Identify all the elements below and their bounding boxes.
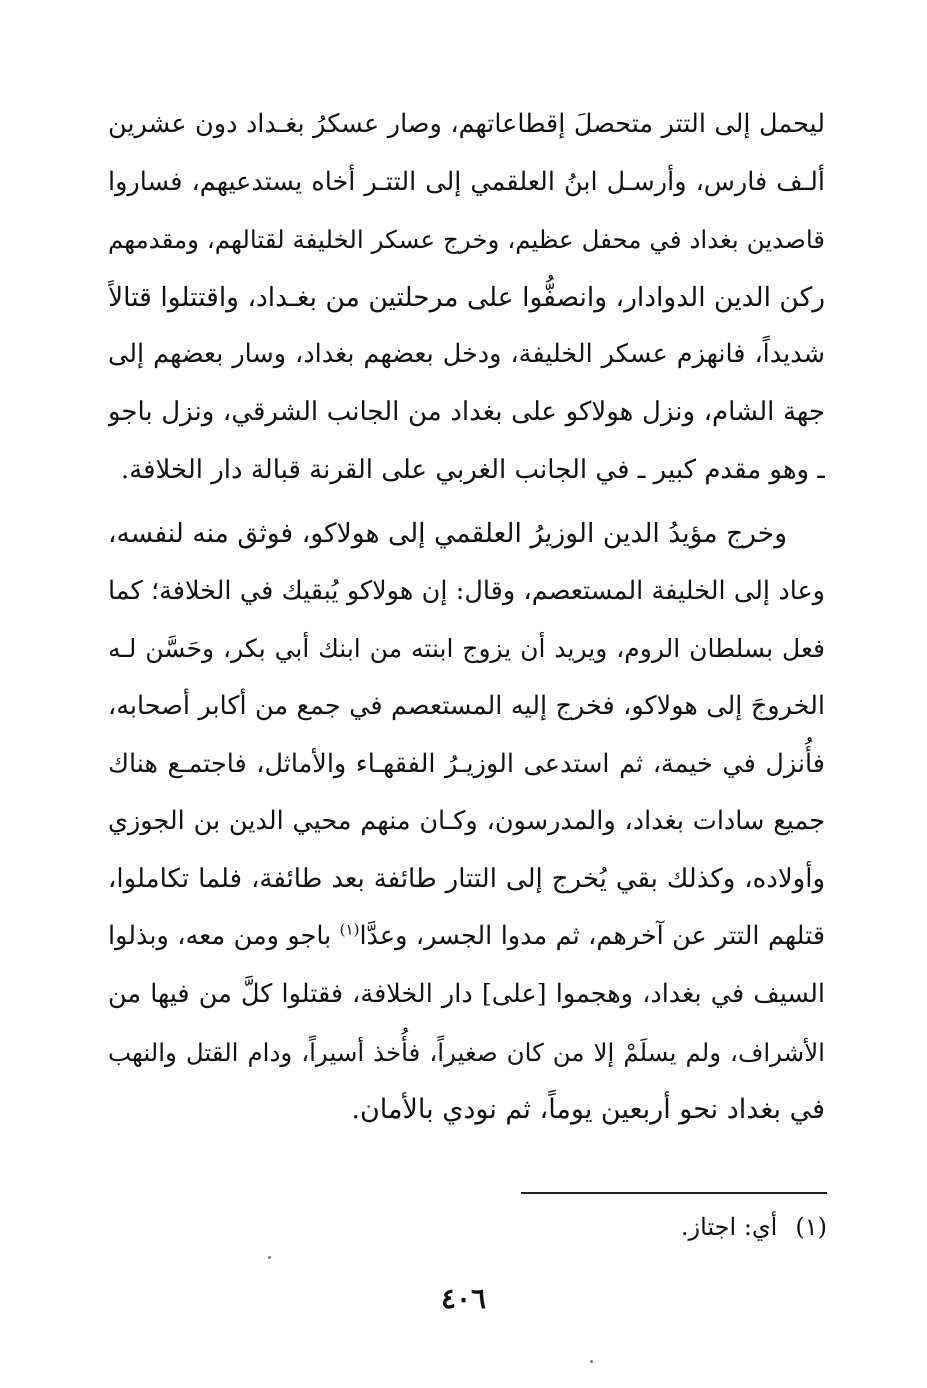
scan-speck <box>590 1360 593 1363</box>
text-line: ركن الدين الدوادار، وانصفُّوا على مرحلتين من بغـداد، واقتتلوا قتالاً <box>108 281 825 313</box>
text-line-end: باجو ومن معه، وبذلوا <box>108 921 340 952</box>
scan-speck <box>268 1256 271 1259</box>
text-line: وعاد إلى الخليفة المستعصم، وقال: إن هولاكو يُبقيك في الخلافة؛ كما <box>108 575 825 606</box>
footnote-divider <box>521 1192 827 1194</box>
text-line <box>108 908 825 966</box>
footnote-text: أي: اجتاز. <box>680 1213 778 1241</box>
text-line-start: قتلهم التتر عن آخرهم، ثم مدوا الجسر، وعدَّا <box>359 921 825 952</box>
page-number: ٤٠٦ <box>440 1282 487 1315</box>
text-line: شديداً، فانهزم عسكر الخليفة، ودخل بعضهم بغداد، وسار بعضهم إلى <box>108 339 825 370</box>
text-line: وخرج مؤيدُ الدين الوزيرُ العلقمي إلى هولاكو، فوثق منه لنفسه، <box>108 518 787 550</box>
text-line: الأشراف، ولم يسلَمْ إلا من كان صغيراً، فأُخذ أسيراً، ودام القتل والنهب <box>108 1037 825 1067</box>
text-line: وأولاده، وكذلك بقي يُخرج إلى التتار طائفة بعد طائفة، فلما تكاملوا، <box>108 863 825 894</box>
text-line: جميع سادات بغداد، والمدرسون، وكـان منهم محيي الدين بن الجوزي <box>108 806 825 837</box>
main-text <box>108 96 825 1139</box>
text-line: جهة الشام، ونزل هولاكو على بغداد من الجانب الشرقي، ونزل باجو <box>108 396 825 427</box>
footnote <box>327 1204 827 1250</box>
text-line: ليحمل إلى التتر متحصلَ إقطاعاتهم، وصار عسكرُ بغـداد دون عشرين <box>108 109 825 139</box>
text-line: قاصدين بغداد في محفل عظيم، وخرج عسكر الخليفة لقتالهم، ومقدمهم <box>108 225 825 255</box>
paragraph-1 <box>108 96 825 499</box>
paragraph-2 <box>108 505 825 1139</box>
text-line: فأُنزل في خيمة، ثم استدعى الوزيـرُ الفقهـاء والأماثل، فاجتمـع هناك <box>108 748 825 779</box>
text-line: في بغداد نحو أربعين يوماً، ثم نودي بالأمان. <box>351 1094 825 1126</box>
footnote-marker[interactable]: (١) <box>339 920 360 939</box>
text-line: فعل بسلطان الروم، ويريد أن يزوج ابنته من ابنك أبي بكر، وحَسَّن لـه <box>108 634 825 664</box>
text-line: ألـف فارس، وأرسـل ابنُ العلقمي إلى التتـر أخاه يستدعيهم، فساروا <box>108 166 825 197</box>
text-line: ـ وهو مقدم كبير ـ في الجانب الغربي على القرنة قبالة دار الخلافة. <box>120 454 825 485</box>
text-line: الخروجَ إلى هولاكو، فخرج إليه المستعصم في جمع من أكابر أصحابه، <box>108 690 825 721</box>
footnote-number: (١) <box>795 1213 827 1241</box>
text-line: السيف في بغداد، وهجموا [على] دار الخلافة، فقتلوا كلَّ من فيها من <box>108 978 825 1009</box>
